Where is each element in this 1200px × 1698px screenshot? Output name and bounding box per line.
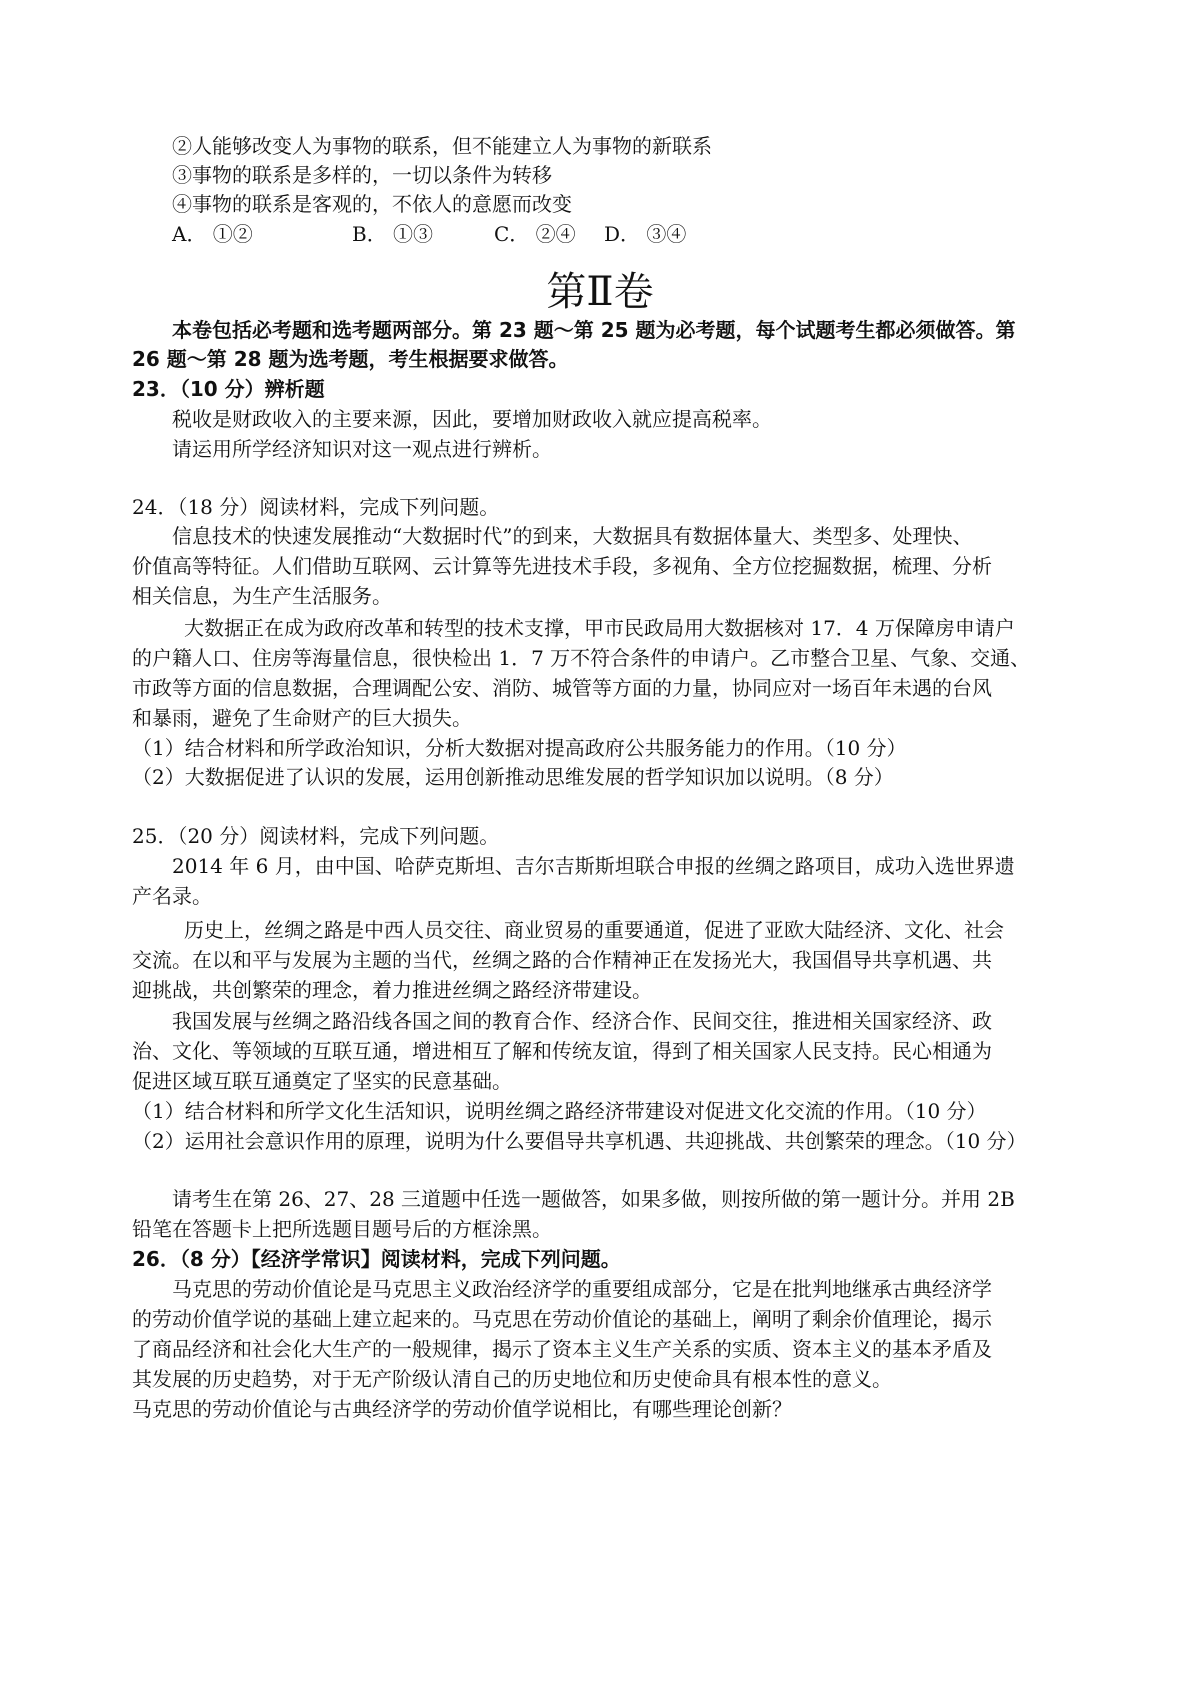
question-23-heading: 23．（10 分）辨析题	[132, 377, 325, 401]
q24-material-line: 信息技术的快速发展推动“大数据时代”的到来，大数据具有数据体量大、类型多、处理快、	[172, 524, 973, 548]
option-a: A． ①②	[172, 222, 253, 246]
q25-subquestion-1: （1）结合材料和所学文化生活知识，说明丝绸之路经济带建设对促进文化交流的作用。（10 分）	[132, 1099, 987, 1123]
q25-material-line: 产名录。	[132, 884, 212, 908]
q24-material-line: 价值高等特征。人们借助互联网、云计算等先进技术手段，多视角、全方位挖掘数据，梳理、分析	[132, 554, 992, 578]
q24-subquestion-2: （2）大数据促进了认识的发展，运用创新推动思维发展的哲学知识加以说明。（8 分）	[132, 765, 894, 789]
q26-material-line: 了商品经济和社会化大生产的一般规律，揭示了资本主义生产关系的实质、资本主义的基本矛盾及	[132, 1337, 992, 1361]
section-title: 第Ⅱ卷	[546, 269, 654, 315]
q25-material-line: 促进区域互联互通奠定了坚实的民意基础。	[132, 1069, 512, 1093]
q25-material-line: 交流。在以和平与发展为主题的当代，丝绸之路的合作精神正在发扬光大，我国倡导共享机遇、共	[132, 948, 992, 972]
q25-material-line: 我国发展与丝绸之路沿线各国之间的教育合作、经济合作、民间交往，推进相关国家经济、政	[172, 1009, 992, 1033]
option-b: B． ①③	[352, 222, 434, 246]
section-intro-line-1: 本卷包括必考题和选考题两部分。第 23 题～第 25 题为必考题，每个试题考生都必须做答。第	[172, 318, 1016, 342]
statement-2: ②人能够改变人为事物的联系，但不能建立人为事物的新联系	[172, 134, 712, 158]
q25-material-line: 治、文化、等领域的互联互通，增进相互了解和传统友谊，得到了相关国家人民支持。民心相通为	[132, 1039, 992, 1063]
q26-material-line: 的劳动价值学说的基础上建立起来的。马克思在劳动价值论的基础上，阐明了剩余价值理论，揭示	[132, 1307, 992, 1331]
q24-subquestion-1: （1）结合材料和所学政治知识，分析大数据对提高政府公共服务能力的作用。（10 分）	[132, 736, 907, 760]
q26-material-line: 马克思的劳动价值论是马克思主义政治经济学的重要组成部分，它是在批判地继承古典经济学	[172, 1277, 992, 1301]
option-c: C． ②④	[494, 222, 576, 246]
q24-material-line: 和暴雨，避免了生命财产的巨大损失。	[132, 706, 472, 730]
q24-material-line: 市政等方面的信息数据，合理调配公安、消防、城管等方面的力量，协同应对一场百年未遇的台风	[132, 676, 992, 700]
q24-material-line: 相关信息，为生产生活服务。	[132, 584, 392, 608]
question-23-statement: 税收是财政收入的主要来源，因此，要增加财政收入就应提高税率。	[172, 407, 772, 431]
q25-material-line: 2014 年 6 月，由中国、哈萨克斯坦、吉尔吉斯斯坦联合申报的丝绸之路项目，成功入选世界遗	[172, 854, 1015, 878]
question-26-heading: 26．（8 分）【经济学常识】阅读材料，完成下列问题。	[132, 1247, 621, 1271]
q25-material-line: 迎挑战，共创繁荣的理念，着力推进丝绸之路经济带建设。	[132, 978, 652, 1002]
option-d: D． ③④	[604, 222, 687, 246]
q24-material-line: 大数据正在成为政府改革和转型的技术支撑，甲市民政局用大数据核对 17．4 万保障房申请户	[184, 616, 1015, 640]
q24-material-line: 的户籍人口、住房等海量信息，很快检出 1．7 万不符合条件的申请户。乙市整合卫星、气象、交通、	[132, 646, 1031, 670]
elective-note-line-1: 请考生在第 26、27、28 三道题中任选一题做答，如果多做，则按所做的第一题计分。并用 2B	[172, 1187, 1015, 1211]
question-24-heading: 24．（18 分）阅读材料，完成下列问题。	[132, 495, 500, 519]
q26-material-line: 其发展的历史趋势，对于无产阶级认清自己的历史地位和历史使命具有根本性的意义。	[132, 1367, 892, 1391]
question-25-heading: 25．（20 分）阅读材料，完成下列问题。	[132, 824, 500, 848]
statement-4: ④事物的联系是客观的，不依人的意愿而改变	[172, 192, 572, 216]
q25-subquestion-2: （2）运用社会意识作用的原理，说明为什么要倡导共享机遇、共迎挑战、共创繁荣的理念。（10 分）	[132, 1129, 1027, 1153]
question-26-prompt: 马克思的劳动价值论与古典经济学的劳动价值学说相比，有哪些理论创新？	[132, 1397, 792, 1421]
statement-3: ③事物的联系是多样的，一切以条件为转移	[172, 163, 552, 187]
q25-material-line: 历史上，丝绸之路是中西人员交往、商业贸易的重要通道，促进了亚欧大陆经济、文化、社会	[184, 918, 1004, 942]
section-intro-line-2: 26 题～第 28 题为选考题，考生根据要求做答。	[132, 347, 569, 371]
question-23-prompt: 请运用所学经济知识对这一观点进行辨析。	[172, 437, 552, 461]
elective-note-line-2: 铅笔在答题卡上把所选题目题号后的方框涂黑。	[132, 1217, 552, 1241]
